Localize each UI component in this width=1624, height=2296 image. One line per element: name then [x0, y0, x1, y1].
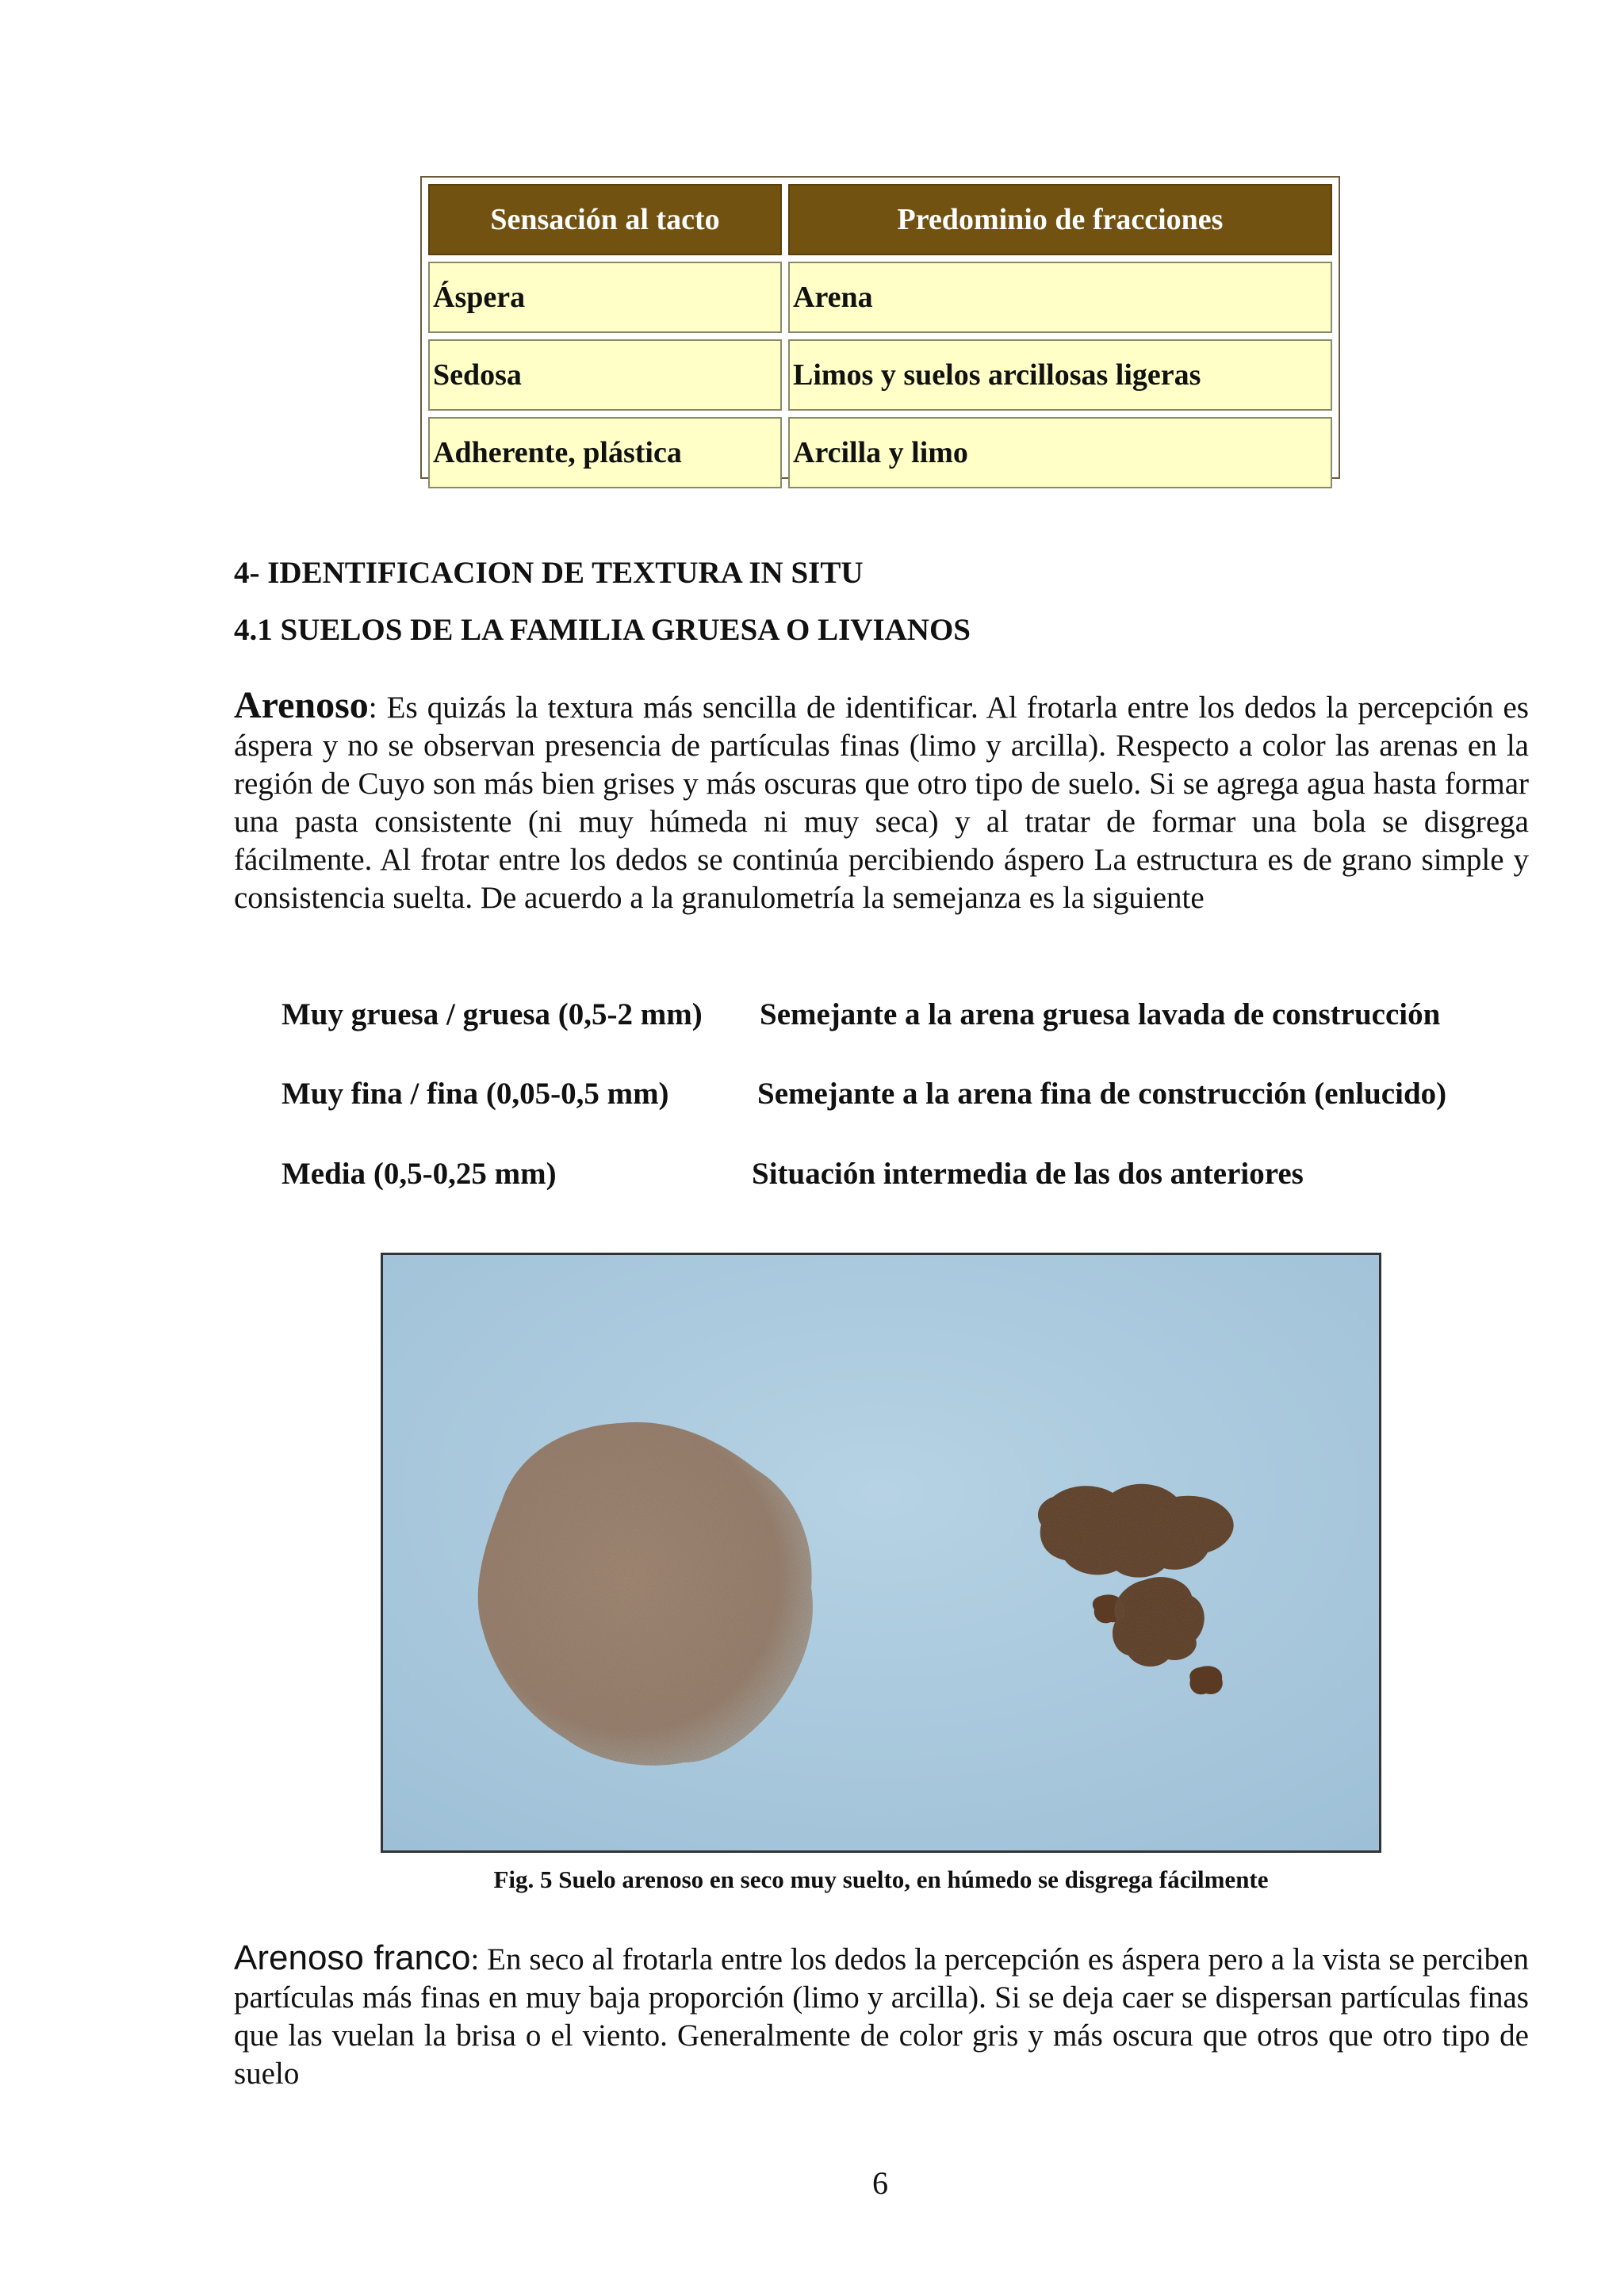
size-description: Semejante a la arena gruesa lavada de construcción	[760, 997, 1441, 1031]
table-header-cell: Predominio de fracciones	[788, 184, 1332, 255]
table-header-cell: Sensación al tacto	[428, 184, 782, 255]
section-heading: 4- IDENTIFICACION DE TEXTURA IN SITU	[234, 556, 864, 590]
size-row	[282, 1156, 1550, 1196]
size-label: Muy fina / fina (0,05-0,5 mm)	[282, 1077, 669, 1111]
table-row	[428, 339, 1332, 411]
arenoso-franco-paragraph	[234, 1939, 1529, 2093]
page-number: 6	[872, 2165, 888, 2201]
size-row	[282, 1076, 1550, 1115]
size-description: Situación intermedia de las dos anteriores	[752, 1157, 1304, 1191]
texture-table	[420, 176, 1340, 479]
figure-caption: Fig. 5 Suelo arenoso en seco muy suelto, en húmedo se disgrega fácilmente	[493, 1866, 1269, 1893]
arenoso-text: : Es quizás la textura más sencilla de identificar. Al frotarla entre los dedos la percepción es áspera y no se observan presencia de partículas finas (limo y arcilla). Respecto a color las arenas en la región de Cuyo son más bien grises y más oscuras que otro tipo de suelo. Si se agrega agua hasta formar una pasta consistente (ni muy húmeda ni muy seca) y al tratar de formar una bola se disgrega fácilmente. Al frotar entre los dedos se continúa percibiendo áspero La estructura es de grano simple y consistencia suelta. De acuerdo a la granulometría la semejanza es la siguiente	[234, 691, 1529, 915]
table-cell: Arena	[788, 262, 1332, 333]
table-row	[428, 262, 1332, 333]
table-cell: Arcilla y limo	[788, 417, 1332, 488]
table-cell: Limos y suelos arcillosas ligeras	[788, 339, 1332, 411]
arenoso-franco-term: Arenoso franco	[234, 1938, 471, 1977]
size-label: Muy gruesa / gruesa (0,5-2 mm)	[282, 997, 703, 1031]
arenoso-paragraph	[234, 684, 1529, 917]
size-description: Semejante a la arena fina de construcción (enlucido)	[757, 1077, 1447, 1111]
section-subheading: 4.1 SUELOS DE LA FAMILIA GRUESA O LIVIANOS	[234, 613, 971, 647]
arenoso-franco-text: : En seco al frotarla entre los dedos la percepción es áspera pero a la vista se perciben partículas más finas en muy baja proporción (limo y arcilla). Si se deja caer se dispersan partículas finas que las vuelan la brisa o el viento. Generalmente de color gris y más oscura que otros que otro tipo de suelo	[234, 1942, 1529, 2091]
table-cell: Áspera	[428, 262, 782, 333]
arenoso-term: Arenoso	[234, 684, 369, 726]
table-cell: Adherente, plástica	[428, 417, 782, 488]
table-row	[428, 417, 1332, 488]
size-label: Media (0,5-0,25 mm)	[282, 1157, 557, 1191]
size-row	[282, 997, 1550, 1036]
table-header-row	[428, 184, 1332, 255]
soil-photo	[381, 1253, 1381, 1853]
soil-photo-illustration	[383, 1255, 1379, 1850]
table-cell: Sedosa	[428, 339, 782, 411]
